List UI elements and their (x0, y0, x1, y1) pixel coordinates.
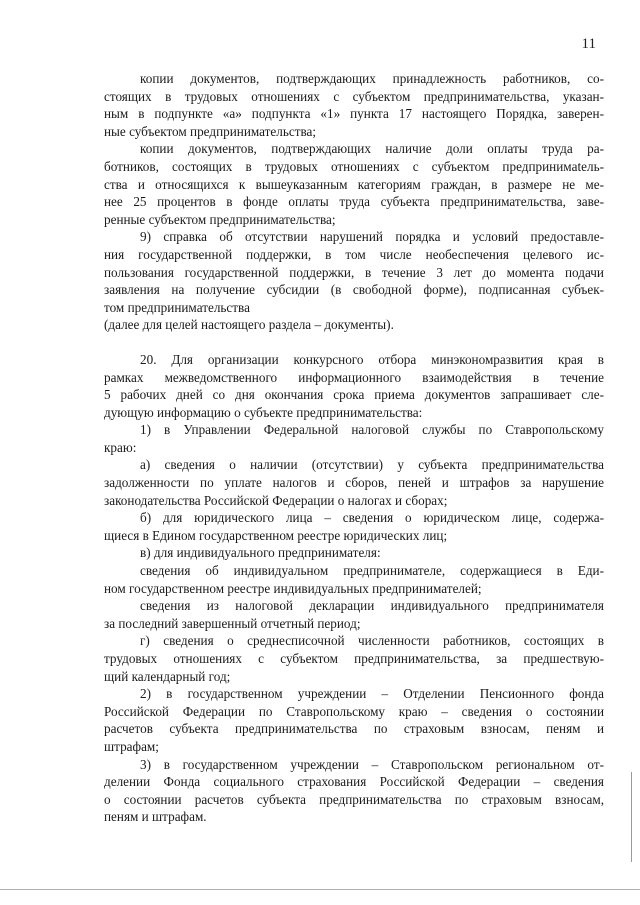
paragraph (104, 70, 604, 140)
paragraph (104, 562, 604, 597)
text-line: сведения из налоговой декларации индивидуального предпринимателя (140, 598, 604, 614)
paragraph (104, 351, 604, 421)
text-line: ния государственной поддержки, в том числе необеспечения целевого ис- (104, 246, 604, 262)
text-line: 9) справка об отсутствии нарушений порядка и условий предоставле- (140, 229, 604, 245)
text-line: 5 рабочих дней со дня окончания срока приема документов запрашивает сле- (104, 387, 604, 403)
text-line: трудовых отношениях с субъектом предпринимательства, за предшествую- (104, 651, 604, 666)
paragraph (104, 509, 604, 544)
document-body (104, 70, 604, 826)
paragraph (104, 597, 604, 632)
paragraph (104, 140, 604, 228)
text-line: а) сведения о наличии (отсутствии) у субъекта предпринимательства (140, 457, 604, 473)
text-line: б) для юридического лица – сведения о юридическом лице, содержа- (140, 510, 604, 526)
text-line: 2) в государственном учреждении – Отделении Пенсионного фонда (140, 686, 604, 702)
text-line: штрафам; (104, 738, 159, 754)
paragraph (104, 456, 604, 509)
paragraph (104, 756, 604, 826)
text-line: нее 25 процентов в фонде оплаты труда субъекта предпринимательства, заве- (104, 194, 604, 210)
text-line: ные субъектом предпринимательства; (104, 123, 317, 139)
text-line: ства и относящихся к вышеуказанным категориям граждан, в размере не ме- (104, 176, 604, 192)
text-line: копии документов, подтверждающих принадлежность работников, со- (140, 71, 604, 86)
text-line: рамках межведомственного информационного взаимодействия в течение (104, 369, 604, 385)
paragraph (104, 632, 604, 685)
text-line: задолженности по уплате налогов и сборов, пеней и штрафов за нарушение (104, 475, 604, 491)
text-line: Российской Федерации по Ставропольскому краю – сведения о состоянии (104, 703, 604, 719)
text-line: (далее для целей настоящего раздела – документы). (104, 317, 394, 333)
text-line: ренные субъектом предпринимательства; (104, 211, 336, 227)
text-line: 20. Для организации конкурсного отбора минэкономразвития края в (140, 351, 604, 367)
scan-edge-line (631, 772, 632, 862)
text-line: о состоянии расчетов субъекта предпринимательства по страховым взносам, (104, 791, 604, 807)
page-number: 11 (581, 36, 596, 52)
text-line: пеням и штрафам. (104, 809, 207, 825)
text-line: делении Фонда социального страхования Российской Федерации – сведения (104, 774, 604, 790)
text-line: в) для индивидуального предпринимателя: (140, 545, 381, 561)
text-line: ным в подпункте «а» подпункта «1» пункта 17 настоящего Порядка, заверен- (104, 106, 604, 122)
paragraph (104, 228, 604, 334)
paragraph-gap (104, 334, 604, 351)
text-line: законодательства Российской Федерации о налогах и сборах; (104, 492, 448, 508)
text-line: расчетов субъекта предпринимательства по страховым взносам, пеням и (104, 721, 604, 737)
text-line: пользования государственной поддержки, в течение 3 лет до момента подачи (104, 264, 604, 280)
paragraph (104, 544, 604, 562)
scan-edge-line (0, 889, 640, 890)
text-line: копии документов, подтверждающих наличие доли оплаты труда ра- (140, 141, 604, 157)
text-line: щиеся в Едином государственном реестре юридических лиц; (104, 527, 448, 543)
text-line: ном государственном реестре индивидуальных предпринимателей; (104, 580, 482, 596)
text-line: щий календарный год; (104, 668, 231, 684)
text-line: краю: (104, 439, 137, 455)
text-line: 3) в государственном учреждении – Ставропольском региональном от- (140, 756, 604, 772)
paragraph (104, 421, 604, 456)
text-line: ботников, состоящих в трудовых отношениях с субъектом предпринимatель- (104, 158, 604, 174)
text-line: за последний завершенный отчетный период; (104, 615, 361, 631)
text-line: дующую информацию о субъекте предпринимательства: (104, 404, 423, 420)
text-line: 1) в Управлении Федеральной налоговой службы по Ставропольскому (140, 422, 604, 438)
text-line: г) сведения о среднесписочной численности работников, состоящих в (140, 633, 604, 649)
text-line: том предпринимательства (104, 299, 250, 315)
paragraph (104, 685, 604, 755)
text-line: заявления на получение субсидии (в свободной форме), подписанная субъек- (104, 282, 604, 298)
text-line: стоящих в трудовых отношениях с субъектом предпринимательства, указан- (104, 88, 604, 104)
text-line: сведения об индивидуальном предпринимателе, содержащиеся в Еди- (140, 563, 604, 579)
